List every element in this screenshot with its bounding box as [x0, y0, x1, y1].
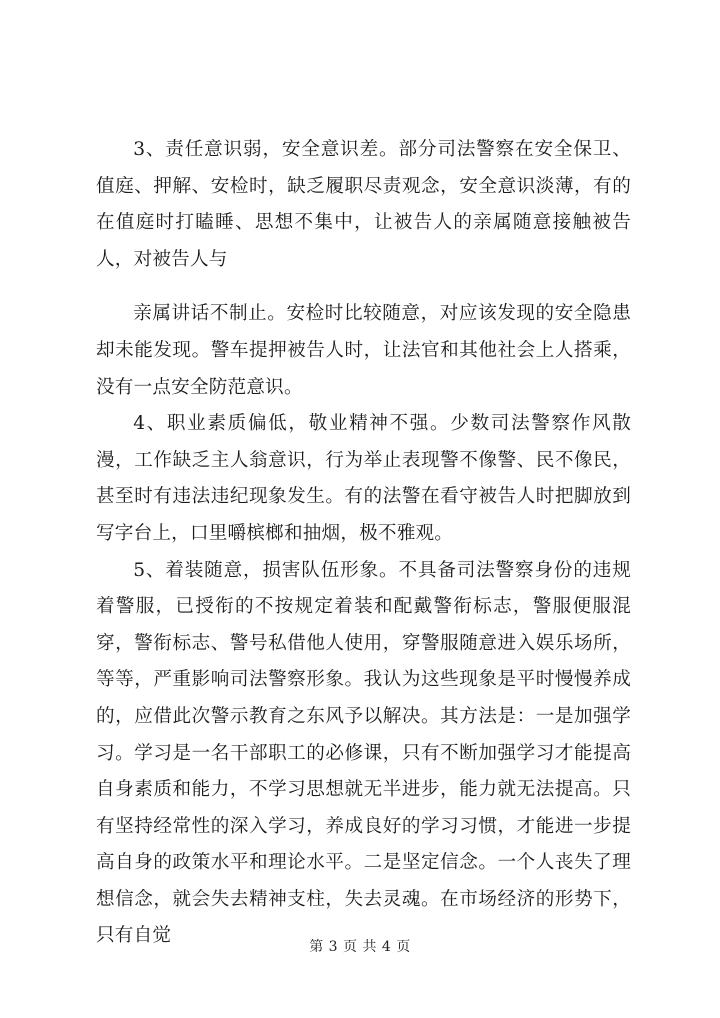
document-body [96, 132, 631, 955]
page-number-footer: 第 3 页 共 4 页 [309, 939, 411, 955]
paragraph-item-4: 4、职业素质偏低，敬业精神不强。少数司法警察作风散漫，工作缺乏主人翁意识，行为举止表现警不像警、民不像民，甚至时有违法违纪现象发生。有的法警在看守被告人时把脚放到写字台上，口里嚼槟榔和抽烟，极不雅观。 [96, 413, 631, 544]
paragraph-item-3: 3、责任意识弱，安全意识差。部分司法警察在安全保卫、值庭、押解、安检时，缺乏履职尽责观念，安全意识淡薄，有的在值庭时打瞌睡、思想不集中，让被告人的亲属随意接触被告人，对被告人与 [96, 139, 631, 270]
paragraph-item-3-continued: 亲属讲话不制止。安检时比较随意，对应该发现的安全隐患却未能发现。警车提押被告人时，让法官和其他社会上人搭乘，没有一点安全防范意识。 [96, 303, 631, 398]
paragraph-item-5: 5、着装随意，损害队伍形象。不具备司法警察身份的违规着警服，已授衔的不按规定着装和配戴警衔标志，警服便服混穿，警衔标志、警号私借他人使用，穿警服随意进入娱乐场所，等等，严重影响司法警察形象。我认为这些现象是平时慢慢养成的，应借此次警示教育之东风予以解决。其方法是：一是加强学习。学习是一名干部职工的必修课，只有不断加强学习才能提高自身素质和能力，不学习思想就无半进步，能力就无法提高。只有坚持经常性的深入学习，养成良好的学习习惯，才能进一步提高自身的政策水平和理论水平。二是坚定信念。一个人丧失了理想信念，就会失去精神支柱，失去灵魂。在市场经济的形势下，只有自觉 [96, 559, 631, 947]
